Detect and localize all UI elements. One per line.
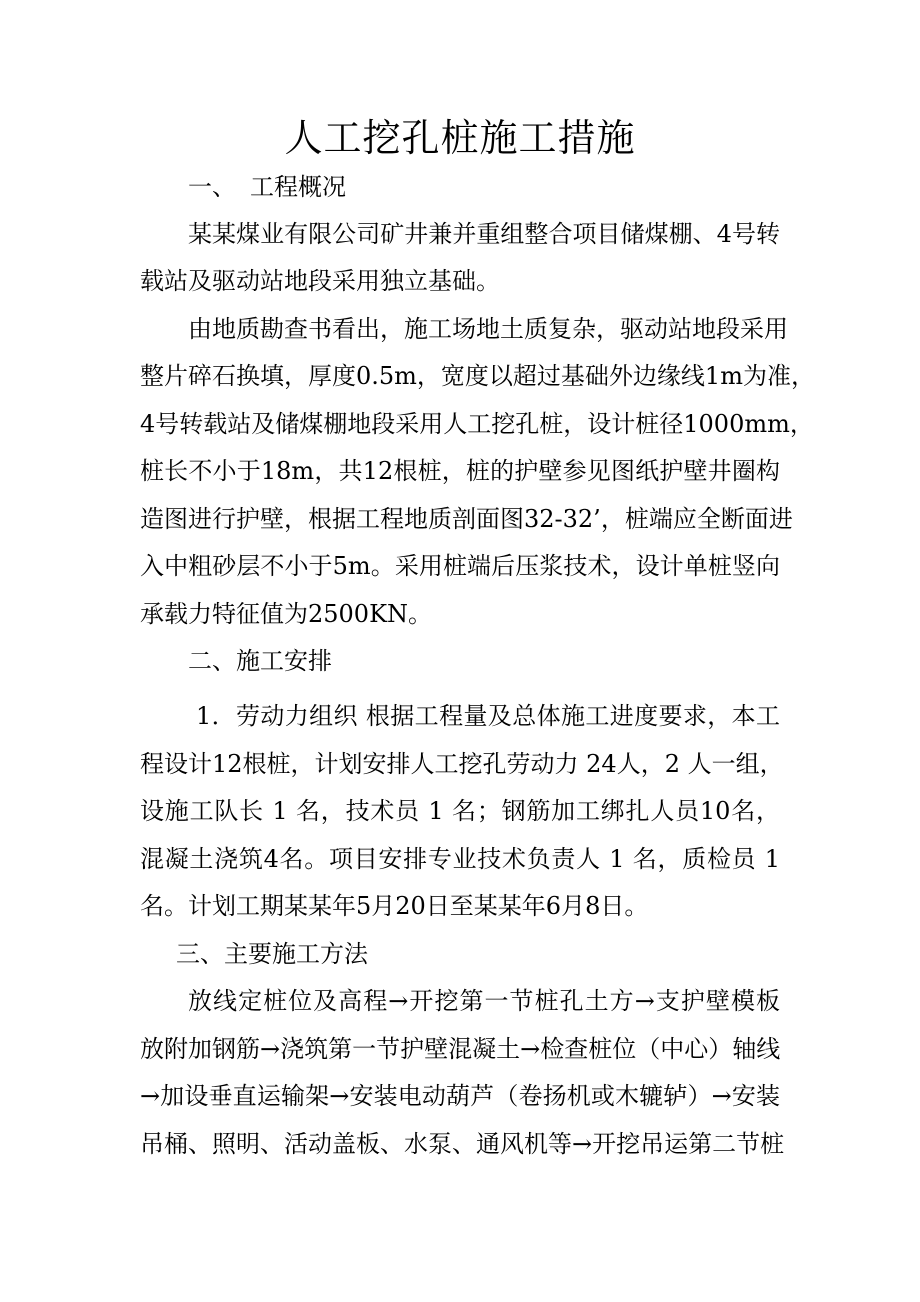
section-1-para-1-line-1: 某某煤业有限公司矿井兼并重组整合项目储煤棚、4号转 — [188, 220, 780, 248]
section-1-para-2-line-3: 4号转载站及储煤棚地段采用人工挖孔桩，设计桩径1000mm， — [140, 410, 814, 438]
section-1-para-2-line-1: 由地质勘查书看出，施工场地土质复杂，驱动站地段采用 — [188, 315, 788, 343]
section-2-para-1-line-1: 1．劳动力组织 根据工程量及总体施工进度要求，本工 — [196, 702, 780, 730]
section-3-para-1-line-3: →加设垂直运输架→安装电动葫芦（卷扬机或木辘轳）→安装 — [140, 1082, 780, 1110]
section-3-heading: 三、主要施工方法 — [176, 940, 368, 968]
section-1-para-2-line-4: 桩长不小于18m，共12根桩，桩的护壁参见图纸护壁井圈构 — [140, 457, 780, 485]
section-2-para-1-line-2: 程设计12根桩，计划安排人工挖孔劳动力 24人，2 人一组， — [140, 750, 784, 778]
section-1-number: 一、 — [188, 173, 236, 201]
section-1-para-2-line-5: 造图进行护壁，根据工程地质剖面图32-32’，桩端应全断面进 — [140, 505, 793, 533]
section-1-para-1-line-2: 载站及驱动站地段采用独立基础。 — [140, 267, 500, 295]
section-3-para-1-line-2: 放附加钢筋→浇筑第一节护壁混凝土→检查桩位（中心）轴线 — [140, 1035, 781, 1063]
section-3-para-1-line-1: 放线定桩位及高程→开挖第一节桩孔土方→支护壁模板 — [188, 987, 780, 1015]
document-title: 人工挖孔桩施工措施 — [284, 116, 636, 160]
section-1-heading: 工程概况 — [250, 173, 346, 201]
section-2-para-1-line-3: 设施工队长 1 名，技术员 1 名；钢筋加工绑扎人员10名， — [140, 797, 780, 825]
section-1-para-2-line-6: 入中粗砂层不小于5m。采用桩端后压浆技术，设计单桩竖向 — [140, 552, 780, 580]
section-2-heading: 二、施工安排 — [188, 647, 332, 675]
section-2-para-1-line-5: 名。计划工期某某年5月20日至某某年6月8日。 — [140, 892, 649, 920]
section-1-para-2-line-7: 承载力特征值为2500KN。 — [140, 600, 433, 628]
section-1-para-2-line-2: 整片碎石换填，厚度0.5m，宽度以超过基础外边缘线1m为准， — [140, 362, 815, 390]
section-2-para-1-line-4: 混凝土浇筑4名。项目安排专业技术负责人 1 名，质检员 1 — [140, 845, 780, 873]
section-3-para-1-line-4: 吊桶、照明、活动盖板、水泵、通风机等→开挖吊运第二节桩 — [140, 1130, 785, 1158]
